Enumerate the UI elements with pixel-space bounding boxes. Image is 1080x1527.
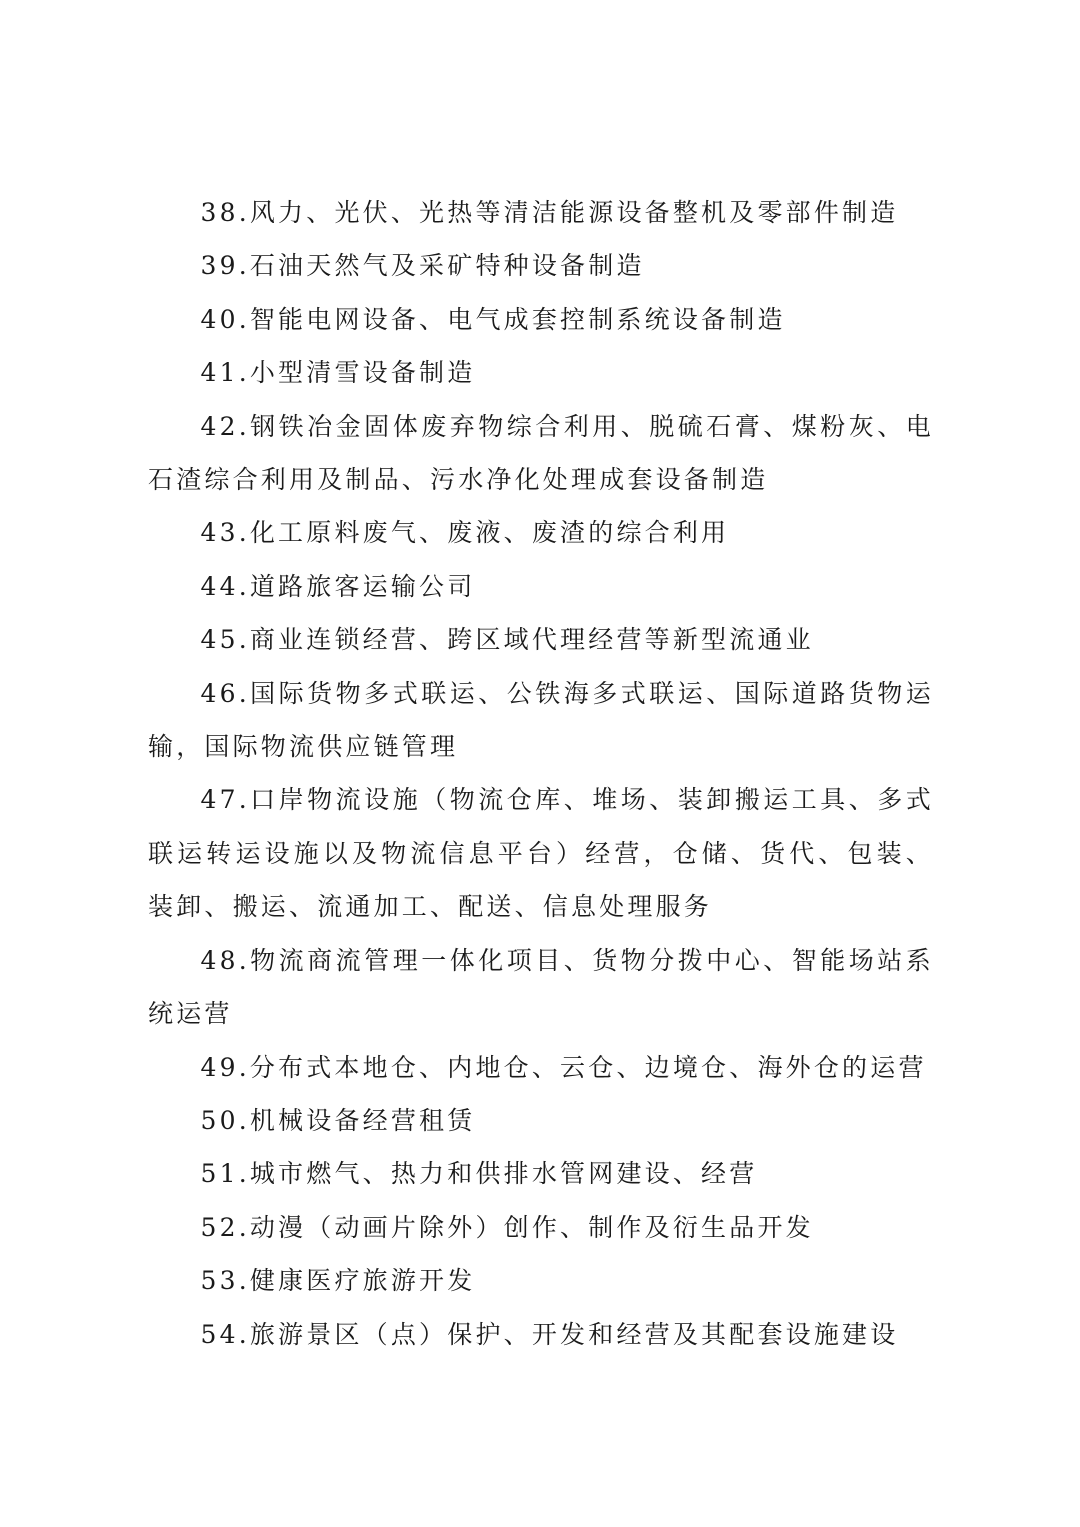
list-item-49: 49.分布式本地仓、内地仓、云仓、边境仓、海外仓的运营 [200, 1052, 927, 1082]
list-item-40: 40.智能电网设备、电气成套控制系统设备制造 [200, 304, 786, 334]
list-item-39: 39.石油天然气及采矿特种设备制造 [200, 251, 645, 281]
list-item-45: 45.商业连锁经营、跨区域代理经营等新型流通业 [200, 625, 814, 655]
list-item-43: 43.化工原料废气、废液、废渣的综合利用 [200, 518, 730, 548]
list-item-53: 53.健康医疗旅游开发 [200, 1266, 476, 1296]
list-item-47: 47.口岸物流设施（物流仓库、堆场、装卸搬运工具、多式联运转运设施以及物流信息平台）经营，仓储、货代、包装、装卸、搬运、流通加工、配送、信息处理服务 [148, 785, 934, 922]
item-list [148, 186, 934, 1361]
list-item-38: 38.风力、光伏、光热等清洁能源设备整机及零部件制造 [200, 198, 899, 227]
list-item-50: 50.机械设备经营租赁 [200, 1105, 476, 1135]
list-item-44: 44.道路旅客运输公司 [200, 571, 476, 601]
list-item-42: 42.钢铁冶金固体废弃物综合利用、脱硫石膏、煤粉灰、电石渣综合利用及制品、污水净化处理成套设备制造 [148, 411, 934, 495]
list-item-48: 48.物流商流管理一体化项目、货物分拨中心、智能场站系统运营 [148, 945, 934, 1029]
list-item-54: 54.旅游景区（点）保护、开发和经营及其配套设施建设 [200, 1319, 899, 1349]
list-item-46: 46.国际货物多式联运、公铁海多式联运、国际道路货物运输，国际物流供应链管理 [148, 678, 934, 762]
list-item-41: 41.小型清雪设备制造 [200, 358, 476, 388]
list-item-51: 51.城市燃气、热力和供排水管网建设、经营 [200, 1159, 758, 1189]
list-item-52: 52.动漫（动画片除外）创作、制作及衍生品开发 [200, 1212, 814, 1242]
